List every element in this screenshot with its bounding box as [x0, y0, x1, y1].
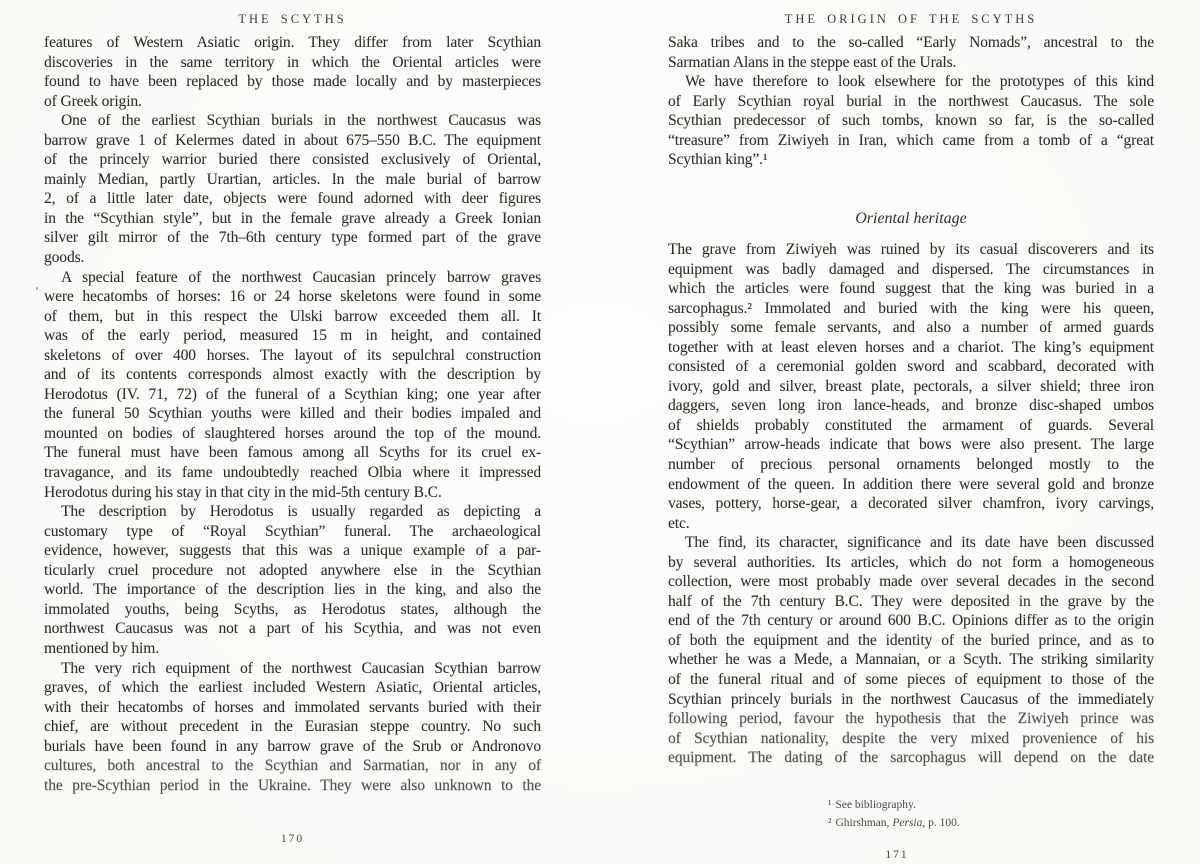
- text-line: by several authorities. Its articles, which do not form a homogeneous: [668, 553, 1154, 571]
- text-line: mainly Median, partly Urartian, articles. In the male burial of barrow: [44, 170, 541, 188]
- text-line: ivory, gold and silver, breast plate, pectorals, a silver shield; three iron: [668, 377, 1154, 395]
- text-line: endowment of the queen. In addition there were several gold and bronze: [668, 475, 1154, 493]
- text-line: mentioned by him.: [44, 639, 159, 657]
- text-line: discoveries in the same territory in which the Oriental articles were: [44, 53, 541, 71]
- footnote-1: [828, 797, 1158, 815]
- section-heading: Oriental heritage: [855, 210, 967, 227]
- text-line: Herodotus during his stay in that city in the mid-5th century B.C.: [44, 483, 442, 501]
- text-line: mounted on bodies of slaughtered horses around the top of the mound.: [44, 424, 541, 442]
- text-line: The grave from Ziwiyeh was ruined by its casual discoverers and its: [668, 241, 1154, 258]
- text-line: ticularly cruel procedure not adopted anywhere else in the Scythian: [44, 561, 541, 579]
- text-line: immolated youths, being Scyths, as Herodotus states, although the: [44, 600, 541, 618]
- text-line: world. The importance of the description lies in the king, and also the: [44, 581, 541, 599]
- footnote-2: [828, 815, 1158, 833]
- left-page-number: 170: [280, 833, 305, 845]
- text-line: consisted of a ceremonial golden sword and scabbard, decorated with: [668, 358, 1154, 376]
- text-line: skeletons of over 400 horses. The layout of its sepulchral construction: [44, 346, 541, 364]
- text-line: possibly some female servants, and also a number of armed guards: [668, 319, 1154, 337]
- text-line: the pre-Scythian period in the Ukraine. They were also unknown to the: [44, 776, 541, 794]
- footnotes: [828, 797, 1158, 832]
- text-line: The very rich equipment of the northwest Caucasian Scythian barrow: [61, 659, 541, 677]
- left-page-body: [44, 33, 541, 795]
- text-line: Scythian predecessor of such tombs, known so far, is the so-called: [668, 112, 1154, 130]
- text-line: number of precious personal ornaments belonged mostly to the: [668, 456, 1154, 474]
- text-line: A special feature of the northwest Caucasian princely barrow graves: [61, 268, 541, 286]
- text-line: northwest Caucasus was not a part of his Scythia, and was not even: [44, 620, 541, 638]
- right-page-body-bottom: [668, 240, 1154, 768]
- text-line: of them, but in this respect the Ulski barrow exceeded them all. It: [44, 307, 541, 325]
- text-line: was of the early period, measured 15 m in height, and contained: [44, 327, 541, 345]
- text-line: Scythian king”.¹: [668, 151, 768, 169]
- text-line: Saka tribes and to the so-called “Early Nomads”, ancestral to the: [668, 34, 1154, 51]
- text-line: Herodotus (IV. 71, 72) of the funeral of a Scythian king; one year after: [44, 385, 541, 403]
- footnote-marker: ¹: [828, 799, 832, 811]
- footnote-text: Ghirshman,: [835, 816, 893, 829]
- right-page-body-top: [668, 33, 1154, 170]
- scan-speck: [36, 287, 38, 290]
- text-line: of Early Scythian royal burial in the northwest Caucasus. The sole: [668, 92, 1154, 110]
- text-line: were hecatombs of horses: 16 or 24 horse skeletons were found in some: [44, 288, 541, 306]
- text-line: in the “Scythian style”, but in the female grave already a Greek Ionian: [44, 209, 541, 227]
- text-line: together with at least eleven horses and a chariot. The king’s equipment: [668, 338, 1154, 356]
- text-line: chief, are without precedent in the Eurasian steppe country. No such: [44, 718, 541, 736]
- text-line: of Scythian nationality, despite the very mixed provenience of his: [668, 729, 1154, 747]
- text-line: 2, of a little later date, objects were found adorned with deer figures: [44, 190, 541, 208]
- text-line: the funeral 50 Scythian youths were killed and their bodies impaled and: [44, 405, 541, 423]
- footnote-text: , p. 100.: [922, 816, 960, 829]
- right-page-number: 171: [885, 849, 909, 861]
- text-line: whether he was a Mede, a Mannaian, or a Scyth. The striking similarity: [668, 651, 1154, 669]
- text-line: We have therefore to look elsewhere for the prototypes of this kind: [685, 73, 1154, 91]
- text-line: graves, of which the earliest included Western Asiatic, Oriental articles,: [44, 679, 541, 697]
- text-line: evidence, however, suggests that this was a unique example of a par-: [44, 542, 541, 560]
- text-line: end of the 7th century or around 600 B.C. Opinions differ as to the origin: [668, 612, 1154, 630]
- text-line: following period, favour the hypothesis that the Ziwiyeh prince was: [668, 710, 1154, 728]
- text-line: which the articles were found suggest that the king was buried in a: [668, 280, 1154, 298]
- text-line: half of the 7th century B.C. They were deposited in the grave by the: [668, 592, 1154, 610]
- text-line: of the funeral ritual and of some pieces of equipment to those of the: [668, 671, 1154, 689]
- text-line: equipment. The dating of the sarcophagus will depend on the date: [668, 749, 1154, 767]
- text-line: vases, pottery, horse-gear, a decorated silver chamfron, ivory carvings,: [668, 495, 1154, 513]
- text-line: with their hecatombs of horses and immolated servants buried with their: [44, 698, 541, 716]
- footnote-text: See bibliography.: [835, 799, 916, 811]
- text-line: The find, its character, significance and its date have been discussed: [685, 534, 1154, 552]
- text-line: One of the earliest Scythian burials in the northwest Caucasus was: [61, 112, 541, 130]
- text-line: goods.: [44, 249, 85, 267]
- text-line: of Greek origin.: [44, 92, 142, 110]
- text-line: collection, were most probably made over several decades in the second: [668, 573, 1154, 591]
- text-line: The funeral must have been famous among all Scyths for its cruel ex-: [44, 444, 541, 462]
- text-line: silver gilt mirror of the 7th–6th century type formed part of the grave: [44, 229, 541, 247]
- footnote-italic: Persia: [892, 816, 923, 829]
- text-line: of shields probably constituted the armament of guards. Several: [668, 416, 1154, 434]
- text-line: “treasure” from Ziwiyeh in Iran, which came from a tomb of a “great: [668, 131, 1154, 149]
- text-line: Sarmatian Alans in the steppe east of the Urals.: [668, 53, 957, 71]
- right-running-head: THE ORIGIN OF THE SCYTHS: [784, 12, 1038, 26]
- text-line: found to have been replaced by those made locally and by masterpieces: [44, 73, 541, 91]
- footnote-marker: ²: [828, 816, 832, 829]
- text-line: cultures, both ancestral to the Scythian and Sarmatian, nor in any of: [44, 757, 541, 775]
- text-line: The description by Herodotus is usually regarded as depicting a: [61, 503, 541, 521]
- text-line: and of its contents corresponds almost exactly with the description by: [44, 366, 541, 384]
- text-line: “Scythian” arrow-heads indicate that bows were also present. The large: [668, 436, 1154, 454]
- text-line: sarcophagus.² Immolated and buried with the king were his queen,: [668, 299, 1154, 317]
- left-running-head: THE SCYTHS: [238, 12, 347, 26]
- text-line: of the princely warrior buried there consisted exclusively of Oriental,: [44, 151, 541, 169]
- text-line: features of Western Asiatic origin. They differ from later Scythian: [44, 34, 541, 51]
- text-line: of both the equipment and the identity of the buried prince, and as to: [668, 631, 1154, 649]
- text-line: daggers, seven long iron lance-heads, and bronze disc-shaped umbos: [668, 397, 1154, 415]
- text-line: equipment was badly damaged and dispersed. The circumstances in: [668, 260, 1154, 278]
- text-line: etc.: [668, 514, 690, 532]
- text-line: burials have been found in any barrow grave of the Srub or Andronovo: [44, 737, 541, 755]
- text-line: Scythian princely burials in the northwest Caucasus of the immediately: [668, 690, 1154, 708]
- text-line: travagance, and its fame undoubtedly reached Olbia where it impressed: [44, 464, 541, 482]
- text-line: barrow grave 1 of Kelermes dated in about 675–550 B.C. The equipment: [44, 131, 541, 149]
- text-line: customary type of “Royal Scythian” funeral. The archaeological: [44, 522, 541, 540]
